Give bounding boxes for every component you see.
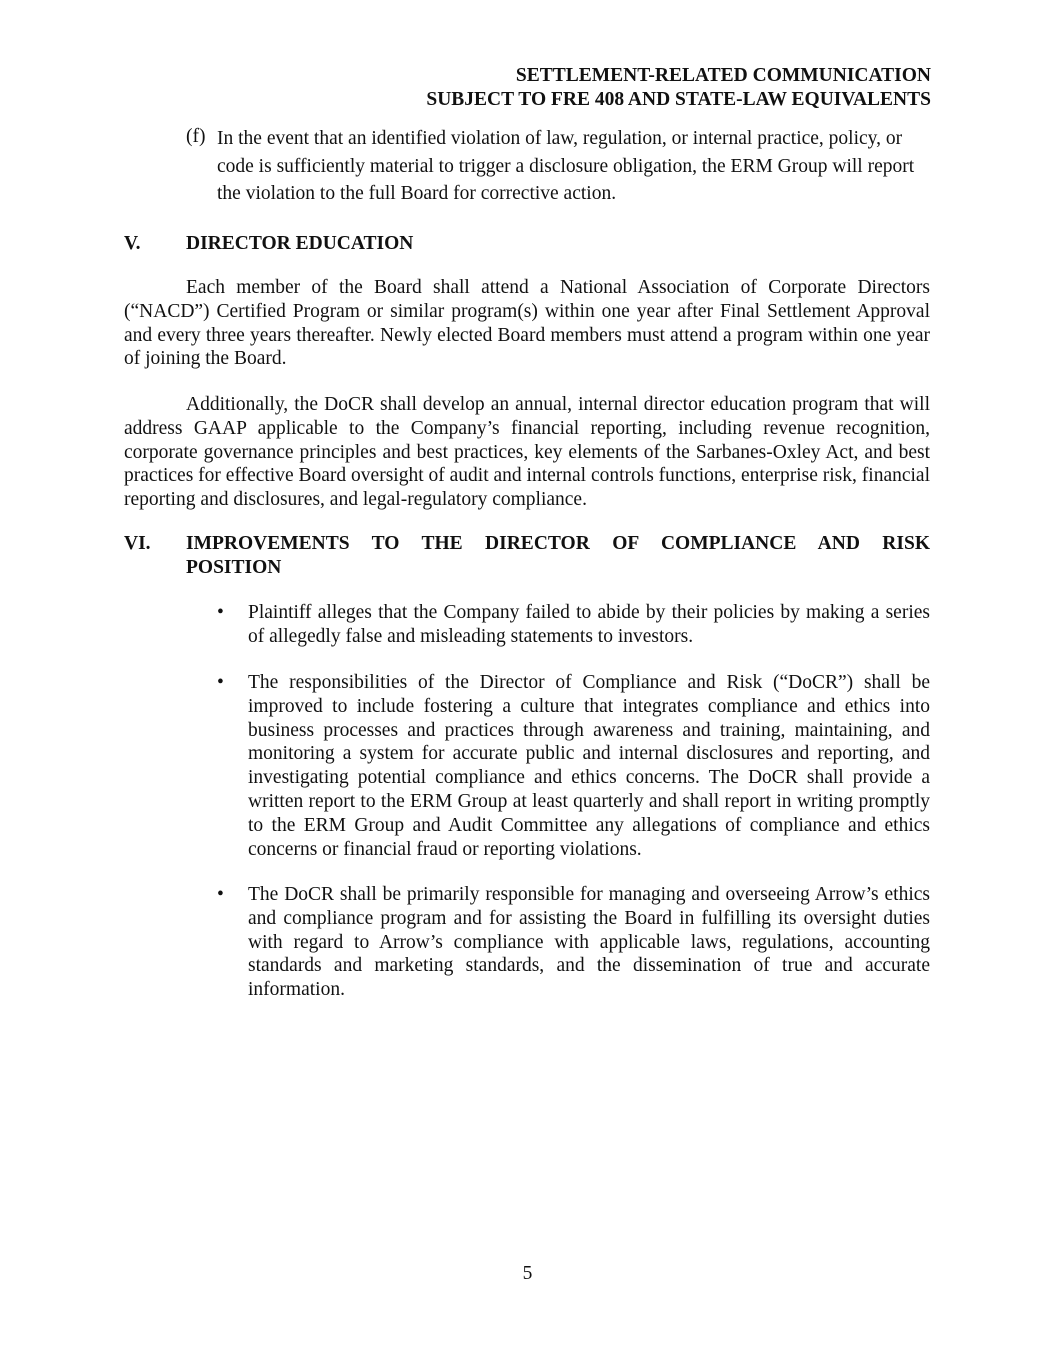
bullet-icon: •: [217, 884, 224, 905]
bullet-text-1: Plaintiff alleges that the Company failed to abide by their policies by making a series of allegedly false and misleading statements to investors.: [248, 602, 930, 647]
section-vi-title-line-1: IMPROVEMENTS TO THE DIRECTOR OF COMPLIANCE AND RISK: [186, 533, 930, 554]
section-v-title: DIRECTOR EDUCATION: [186, 233, 414, 254]
list-item-f: [186, 125, 930, 208]
bullet-text-3: The DoCR shall be primarily responsible for managing and overseeing Arrow’s ethics and compliance program and for assisting the Board in fulfilling its oversight duties with regard to Arrow’s compliance with applicable laws, regulations, accounting standards and marketing standards, and the dissemination of true and accurate information.: [248, 884, 930, 1001]
list-item-f-text: In the event that an identified violation of law, regulation, or internal practice, policy, or code is sufficiently material to trigger a disclosure obligation, the ERM Group will report the violation to the full Board for corrective action.: [217, 128, 915, 204]
list-item: [217, 883, 930, 1002]
bullet-icon: •: [217, 602, 224, 623]
confidentiality-header: [426, 64, 931, 111]
bullet-icon: •: [217, 672, 224, 693]
section-v-number: V.: [124, 233, 141, 254]
list-item: [217, 601, 930, 649]
page-number: 5: [522, 1263, 533, 1284]
list-item: [217, 671, 930, 861]
section-vi-title-line-2: POSITION: [186, 556, 282, 578]
section-vi-heading: [124, 532, 930, 580]
bullet-text-2: The responsibilities of the Director of Compliance and Risk (“DoCR”) shall be improved to include fostering a culture that integrates compliance and ethics into business processes and practices through awareness and training, maintaining, and monitoring a system for accurate public and internal disclosures and reporting, and investigating potential compliance and ethics concerns. The DoCR shall provide a written report to the ERM Group at least quarterly and shall report in writing promptly to the ERM Group and Audit Committee any allegations of compliance and ethics concerns or financial fraud or reporting violations.: [248, 672, 930, 860]
section-v-paragraph-2: Additionally, the DoCR shall develop an annual, internal director education program that will address GAAP applicable to the Company’s financial reporting, including revenue recognition, corporate governance principles and best practices, key elements of the Sarbanes-Oxley Act, and best practices for effective Board oversight of audit and internal controls functions, enterprise risk, financial reporting and disclosures, and legal-regulatory compliance.: [124, 394, 930, 511]
section-vi-number: VI.: [124, 533, 151, 554]
section-v-heading: [124, 232, 930, 256]
header-line-1: SETTLEMENT-RELATED COMMUNICATION: [515, 65, 931, 86]
section-v-paragraph-1: Each member of the Board shall attend a National Association of Corporate Directors (“NACD”) Certified Program or similar program(s) within one year after Final Settlement Approval and every three years thereafter. Newly elected Board members must attend a program within one year of joining the Board.: [124, 277, 930, 370]
list-marker-f: (f): [186, 126, 206, 147]
header-line-2: SUBJECT TO FRE 408 AND STATE-LAW EQUIVALENTS: [426, 88, 931, 110]
